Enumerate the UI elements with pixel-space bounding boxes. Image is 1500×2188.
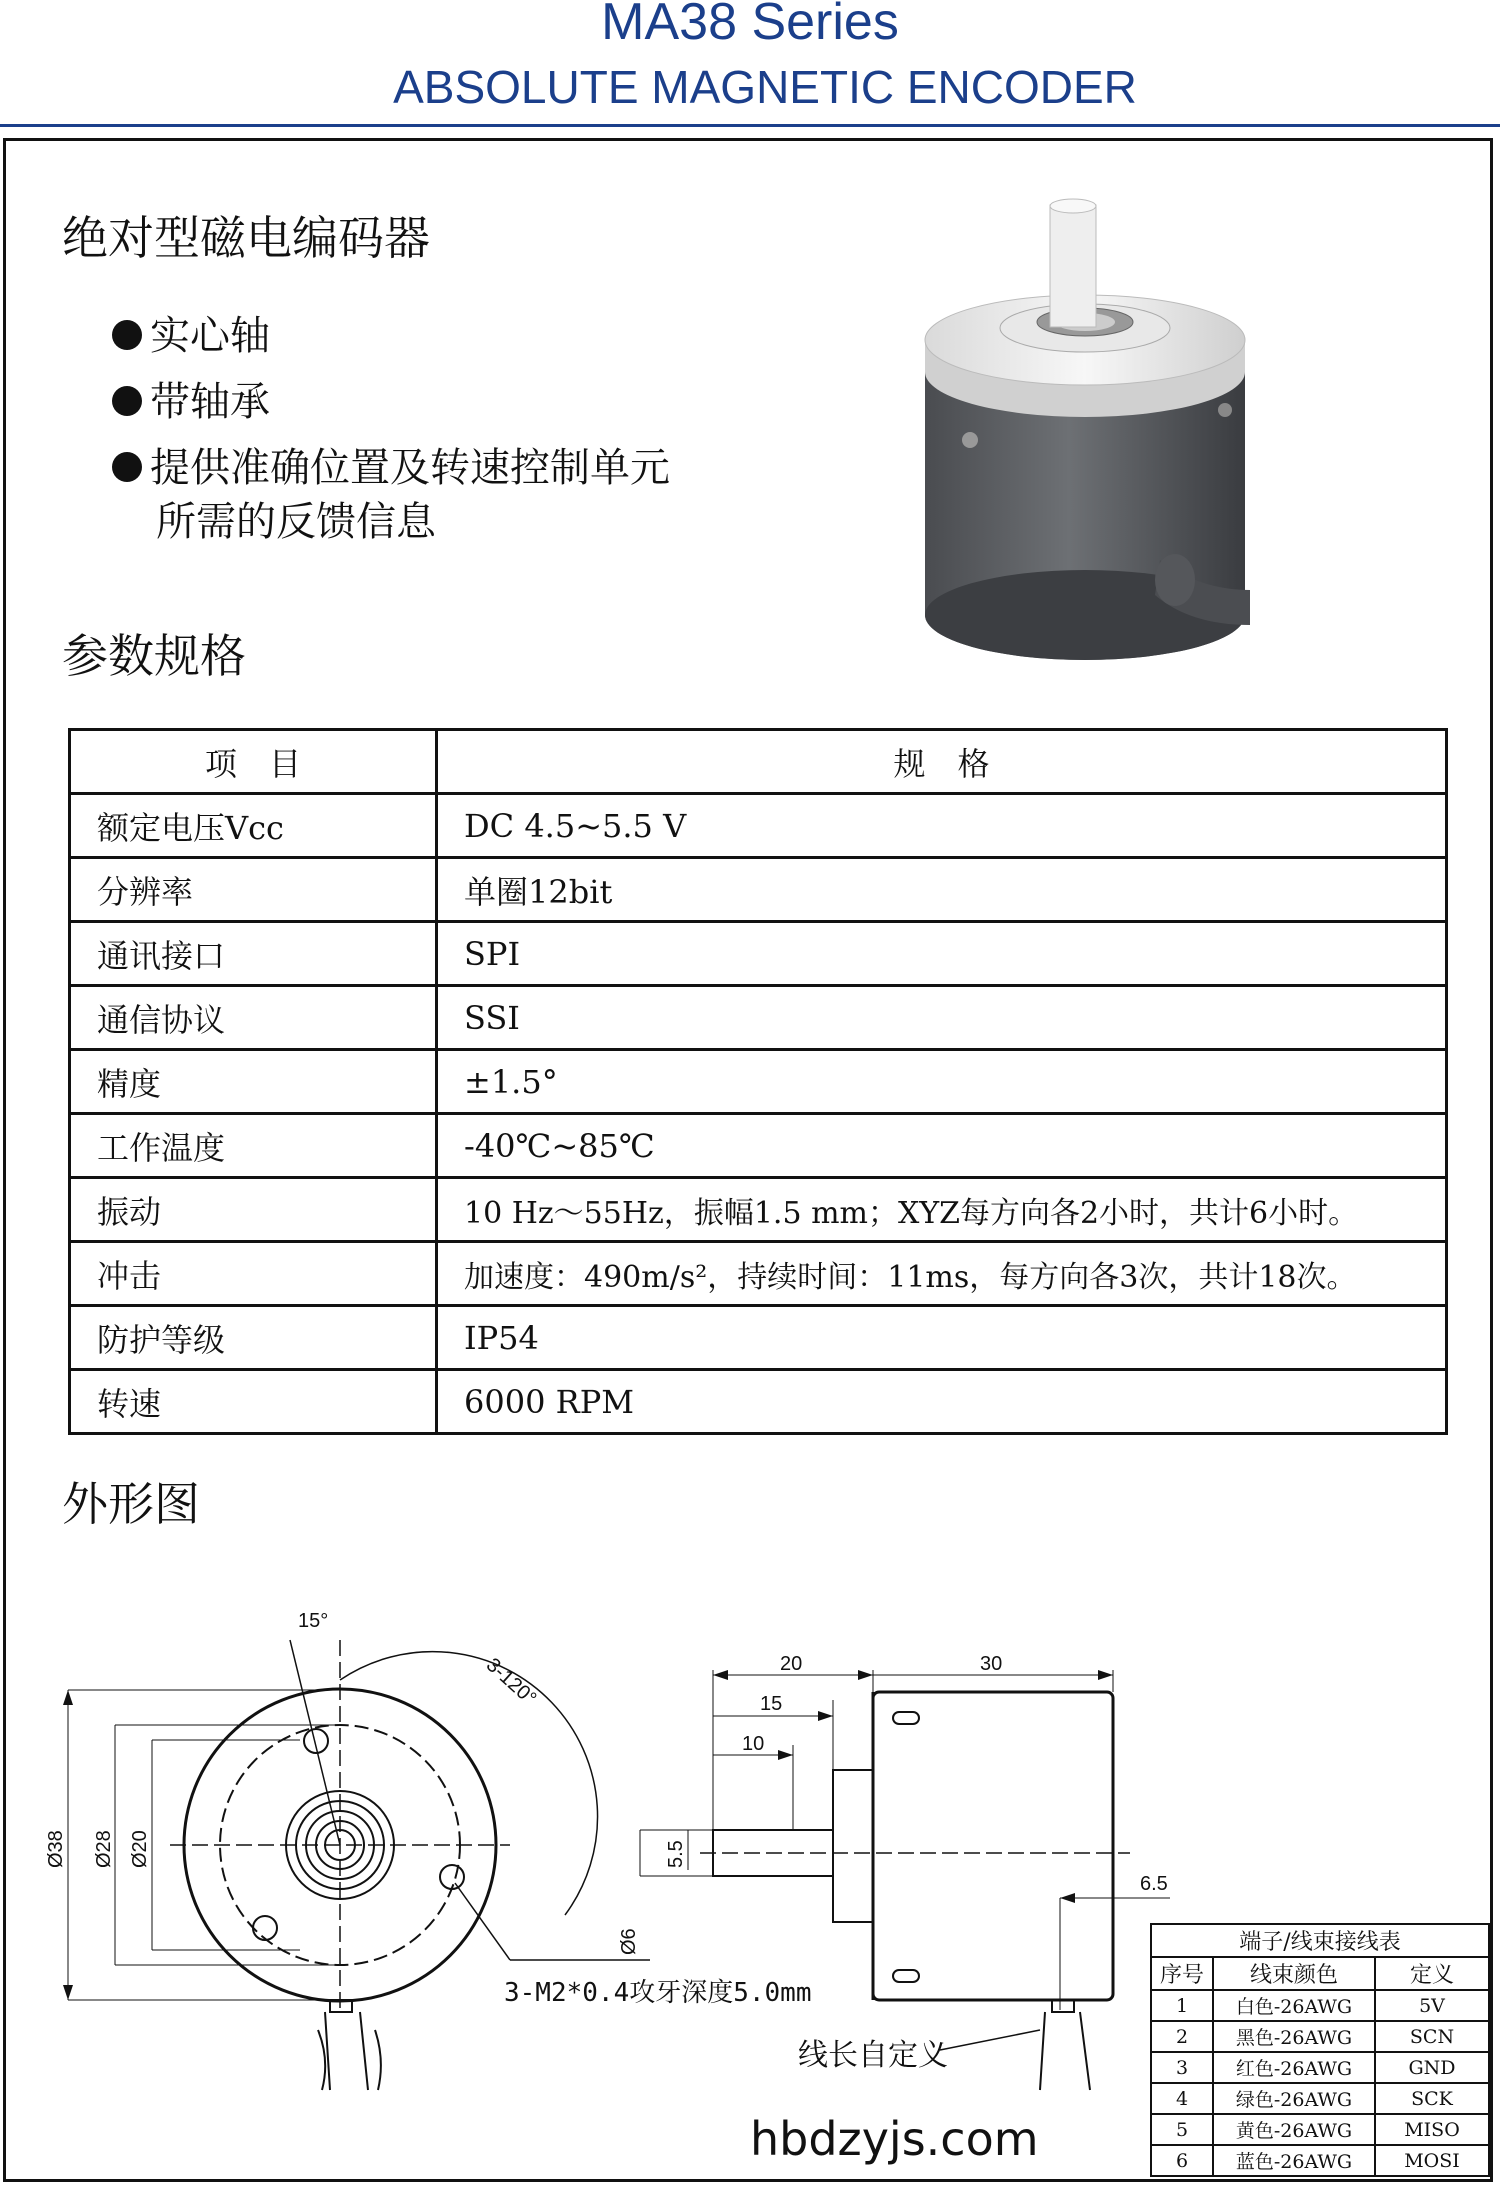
wiring-header-row xyxy=(1151,1957,1489,1990)
dim-d38: Ø38 xyxy=(45,1830,67,1868)
dim-d28: Ø28 xyxy=(93,1830,115,1868)
wiring-header: 定义 xyxy=(1375,1957,1489,1990)
spec-label: 通讯接口 xyxy=(70,922,437,986)
wiring-cell: 5V xyxy=(1375,1990,1489,2021)
wiring-cell: 1 xyxy=(1151,1990,1213,2021)
wiring-table-title: 端子/线束接线表 xyxy=(1151,1924,1489,1957)
spec-label: 精度 xyxy=(70,1050,437,1114)
spec-row xyxy=(70,1370,1447,1434)
spec-table xyxy=(68,728,1448,1435)
spec-value: ±1.5° xyxy=(437,1050,1447,1114)
outline-title: 外形图 xyxy=(62,1477,200,1531)
spec-row xyxy=(70,1306,1447,1370)
wiring-cell: MOSI xyxy=(1375,2145,1489,2176)
wiring-cell: 红色-26AWG xyxy=(1213,2052,1375,2083)
spec-header-item: 项 目 xyxy=(70,730,437,794)
spec-label: 分辨率 xyxy=(70,858,437,922)
spec-label: 冲击 xyxy=(70,1242,437,1306)
spec-value: SSI xyxy=(437,986,1447,1050)
intro-title: 绝对型磁电编码器 xyxy=(62,211,430,265)
dim-d6: Ø6 xyxy=(618,1928,640,1955)
wiring-row xyxy=(1151,2145,1489,2176)
wiring-cell: 5 xyxy=(1151,2114,1213,2145)
spec-row xyxy=(70,1178,1447,1242)
feature-item: 提供准确位置及转速控制单元 xyxy=(112,440,670,496)
spec-label: 额定电压Vcc xyxy=(70,794,437,858)
dim-5-5: 5.5 xyxy=(665,1840,687,1868)
wiring-row xyxy=(1151,2083,1489,2114)
dim-15deg: 15° xyxy=(298,1610,329,1632)
spec-value: 10 Hz～55Hz，振幅1.5 mm；XYZ每方向各2小时，共计6小时。 xyxy=(437,1178,1447,1242)
dim-d20: Ø20 xyxy=(129,1830,151,1868)
spec-row xyxy=(70,986,1447,1050)
spec-value: 单圈12bit xyxy=(437,858,1447,922)
spec-value: 加速度：490m/s²，持续时间：11ms，每方向各3次，共计18次。 xyxy=(437,1242,1447,1306)
spec-label: 振动 xyxy=(70,1178,437,1242)
feature-item-continued: 所需的反馈信息 xyxy=(156,499,436,545)
spec-value: 6000 RPM xyxy=(437,1370,1447,1434)
wiring-cell: 绿色-26AWG xyxy=(1213,2083,1375,2114)
cable-length-note: 线长自定义 xyxy=(798,2038,948,2073)
wiring-header: 线束颜色 xyxy=(1213,1957,1375,1990)
dim-holes-angle: 3-120° xyxy=(481,1653,541,1710)
thread-note: 3-M2*0.4攻牙深度5.0mm xyxy=(504,1978,812,2008)
wiring-cell: 白色-26AWG xyxy=(1213,1990,1375,2021)
spec-header-value: 规 格 xyxy=(437,730,1447,794)
series-title: MA38 Series xyxy=(601,0,899,51)
wiring-cell: 4 xyxy=(1151,2083,1213,2114)
dim-30: 30 xyxy=(980,1653,1003,1675)
spec-label: 工作温度 xyxy=(70,1114,437,1178)
dim-10: 10 xyxy=(742,1733,765,1755)
wiring-cell: 黑色-26AWG xyxy=(1213,2021,1375,2052)
spec-row xyxy=(70,1114,1447,1178)
spec-value: DC 4.5~5.5 V xyxy=(437,794,1447,858)
spec-row xyxy=(70,794,1447,858)
wiring-table xyxy=(1150,1923,1490,2177)
spec-value: -40℃~85℃ xyxy=(437,1114,1447,1178)
wiring-cell: 2 xyxy=(1151,2021,1213,2052)
wiring-row xyxy=(1151,2114,1489,2145)
spec-row xyxy=(70,858,1447,922)
wiring-cell: MISO xyxy=(1375,2114,1489,2145)
wiring-cell: GND xyxy=(1375,2052,1489,2083)
feature-item: 实心轴 xyxy=(112,308,270,364)
wiring-row xyxy=(1151,1990,1489,2021)
product-subtitle: ABSOLUTE MAGNETIC ENCODER xyxy=(393,61,1137,113)
wiring-cell: 3 xyxy=(1151,2052,1213,2083)
dim-20: 20 xyxy=(780,1653,803,1675)
spec-value: SPI xyxy=(437,922,1447,986)
wiring-cell: 黄色-26AWG xyxy=(1213,2114,1375,2145)
spec-row xyxy=(70,1242,1447,1306)
wiring-cell: SCK xyxy=(1375,2083,1489,2114)
spec-value: IP54 xyxy=(437,1306,1447,1370)
spec-header-row xyxy=(70,730,1447,794)
wiring-cell: 蓝色-26AWG xyxy=(1213,2145,1375,2176)
wiring-cell: SCN xyxy=(1375,2021,1489,2052)
spec-row xyxy=(70,1050,1447,1114)
spec-label: 防护等级 xyxy=(70,1306,437,1370)
wiring-header: 序号 xyxy=(1151,1957,1213,1990)
specs-title: 参数规格 xyxy=(62,629,246,683)
dim-6-5: 6.5 xyxy=(1140,1873,1168,1895)
spec-label: 通信协议 xyxy=(70,986,437,1050)
website-link[interactable]: hbdzyjs.com xyxy=(750,2112,1039,2166)
spec-row xyxy=(70,922,1447,986)
spec-label: 转速 xyxy=(70,1370,437,1434)
wiring-cell: 6 xyxy=(1151,2145,1213,2176)
wiring-row xyxy=(1151,2021,1489,2052)
feature-item: 带轴承 xyxy=(112,374,270,430)
encoder-product-image xyxy=(0,0,1500,700)
wiring-row xyxy=(1151,2052,1489,2083)
dim-15: 15 xyxy=(760,1693,783,1715)
